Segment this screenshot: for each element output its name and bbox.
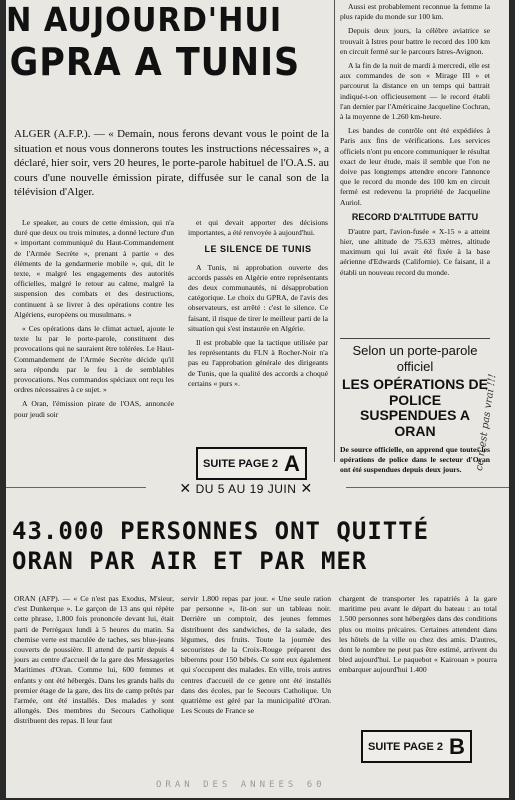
bottom-headline-line2: ORAN PAR AIR ET PAR MER bbox=[12, 547, 368, 575]
top-article-column-1 bbox=[14, 218, 174, 424]
paragraph: A la fin de la nuit de mardi à mercredi, elle est aux commandes de son « Mirage III » et parcourut la distance en un temps qui battrait indiqué-t-on officieusement — le record établi l'an dernier par l'Américaine Jacqueline Cochran, à la moyenne de 1.260 km-heure. bbox=[340, 61, 490, 122]
continued-page-box-b bbox=[361, 730, 472, 763]
bottom-headline-line1: 43.000 PERSONNES ONT QUITTÉ bbox=[12, 517, 430, 545]
box-text: De source officielle, on apprend que toutes les opérations de police dans le secteur d'Oran ont été suspendues depuis deux jours. bbox=[340, 445, 490, 475]
box-title: LES OPÉRATIONS DE POLICE SUSPENDUES A ORAN bbox=[342, 376, 488, 439]
continued-letter: A bbox=[283, 451, 300, 476]
date-range: DU 5 AU 19 JUIN bbox=[195, 482, 297, 496]
bottom-article-column-1: ORAN (AFP). — « Ce n'est pas Exodus, M'sieur, c'est Dunkerque ». Le garçon de 13 ans qui répète cette phrase, 1.800 fois prononcée devant lui, était parti de Perrégaux lundi à 5 heures du matin. Sa chemise verte est maculée de taches, ses blue-jeans couverts de poussière. Il attend de partir depuis 4 jours au centre d'accueil de la gare des Messageries Maritimes d'Oran. Comme lui, 600 femmes et enfants y ont été hébergés. Dans les grands halls du premier étage de la gare, des lits de camp prêtés par l'armée, ont été installés. Des malades y sont allongés. Des membres du Secours Catholique distribuent des repas. Il leur faut bbox=[14, 594, 174, 726]
continued-label: SUITE PAGE 2 bbox=[368, 740, 443, 753]
continued-letter: B bbox=[448, 734, 465, 759]
handwritten-note: ce n'est pas vrai !!! bbox=[474, 373, 499, 472]
paragraph: A Oran, l'émission pirate de l'OAS, annoncée pour jeudi soir bbox=[14, 399, 174, 419]
column-divider bbox=[334, 0, 335, 462]
top-headline bbox=[6, 0, 302, 84]
continued-page-box-a bbox=[196, 447, 307, 480]
date-range-banner bbox=[146, 480, 346, 497]
box-kicker: Selon un porte-parole officiel bbox=[352, 343, 478, 374]
cross-mark-icon: ✕ bbox=[179, 480, 192, 496]
record-heading: RECORD D'ALTITUDE BATTU bbox=[351, 211, 479, 222]
watermark: ORAN DES ANNEES 60 bbox=[156, 780, 326, 790]
newspaper-clipping bbox=[6, 0, 509, 798]
continued-label: SUITE PAGE 2 bbox=[203, 457, 278, 470]
cross-mark-icon: ✕ bbox=[300, 480, 313, 496]
bottom-headline bbox=[12, 516, 507, 576]
police-operations-box bbox=[340, 338, 490, 476]
subheading: LE SILENCE DE TUNIS bbox=[204, 244, 312, 255]
bottom-article-column-3: chargent de transporter les rapatriés à la gare maritime peu avant le départ du bateau : au total 1.500 personnes sont hébergées dans des conditions plus ou moins précaires. Certaines attendent dans les hôtels de la ville ou chez des amis. D'autres, dont le nombre ne peut pas être estimé, arrivent du bled aujourd'hui. Le paquebot « Kairouan » pourra embarquer aujourd'hui 1.400 bbox=[339, 594, 497, 675]
bottom-article-column-2: servir 1.800 repas par jour. « Une seule ration par personne », lit-on sur un tableau noir. Derrière un comptoir, des jeunes femmes distribuent des sandwiches, de la salade, des légumes, des fruits. Toute la journée des secouristes de la Croix-Rouge préparent des biberons pour 150 bébés. Ce sont eux également qui s'occupent des malades. En ville, trois autres centres d'accueil de ce genre ont été installés dans des écoles, par le Secours Catholique. Un quatrième est géré par la municipalité d'Oran. Les Scouts de France se bbox=[181, 594, 331, 716]
paragraph: Il est probable que la tactique utilisée par les représentants du FLN à Rocher-Noir n'a pas eu l'approbation générale des dirigeants de Tunis, que la qualité des accords a choqué certains « purs ». bbox=[188, 338, 328, 388]
top-article-lead: ALGER (A.F.P.). — « Demain, nous ferons devant vous le point de la situation et nous vous donnerons toutes les instructions nécessaires », a déclaré, hier soir, vers 20 heures, le porte-parole habituel de l'O.A.S. au cours d'une nouvelle émission pirate, diffusée sur le canal son de la télévision d'Alger. bbox=[14, 128, 329, 198]
top-article-column-2 bbox=[188, 218, 328, 393]
paragraph: et qui devait apporter des décisions importantes, a été renvoyée à aujourd'hui. bbox=[188, 218, 328, 238]
paragraph: A Tunis, ni approbation ouverte des accords passés en Algérie entre représentants des deux communautés, ni désapprobation catégorique. Le choix du GPRA, de l'avis des observateurs, est arrêté : c'est le silence. Ce faisant, il risque de tirer le meilleur parti de la situation qui s'est instaurée en Algérie. bbox=[188, 262, 328, 333]
top-headline-line2: GPRA A TUNIS bbox=[9, 40, 301, 84]
paragraph: Le speaker, au cours de cette émission, qui n'a duré que deux ou trois minutes, a donné lecture d'un « important communiqué du Haut-Commandement de l'Armée Secrète », prenant à partie « des éléments de la gendarmerie mobile », qui, dit le texte, « malgré les engagements des autorités officielles, malgré le retour au calme, malgré la suspension des combats et des destructions, continuent à se livrer à des opérations contre les Algériens, européens ou musulmans. » bbox=[14, 218, 174, 319]
right-column-article bbox=[340, 2, 490, 282]
paragraph: D'autre part, l'avion-fusée « X-15 » a atteint hier, une altitude de 75.633 mètres, altitude maximum qui lui avait été fixée à la base aérienne d'Edwards (Californie). Ce faisant, il a établi un nouveau record du monde. bbox=[340, 226, 490, 277]
paragraph: Depuis deux jours, la célèbre aviatrice se trouvait à Istres pour battre le record des 100 km en circuit fermé sur le parcours Istres-Avignon. bbox=[340, 26, 490, 56]
paragraph: Aussi est probablement reconnue la femme la plus rapide du monde sur 100 km. bbox=[340, 2, 490, 22]
paragraph: Les bandes de contrôle ont été expédiées à Paris aux fins de vérifications. Les services officiels n'ont pu encore communiquer le résultat exact de leur étude, mais il semble que l'on ne doive pas longtemps attendre encore l'annonce que le record du monde des 100 km en circuit fermé est redevenu la propriété de Jacqueline Auriol. bbox=[340, 126, 490, 207]
paragraph: « Ces opérations dans le climat actuel, ajoute le texte lu par le porte-parole, constituent des provocations qui ne sauraient être tolérées. Le Haut-Commandement de l'Armée Secrète décide qu'il sera répondu par le feu à de semblables provocations. Nos commandos spéciaux ont reçu les ordres nécessaires à ce sujet. » bbox=[14, 324, 174, 395]
top-headline-line1: N AUJOURD'HUI bbox=[6, 0, 283, 39]
